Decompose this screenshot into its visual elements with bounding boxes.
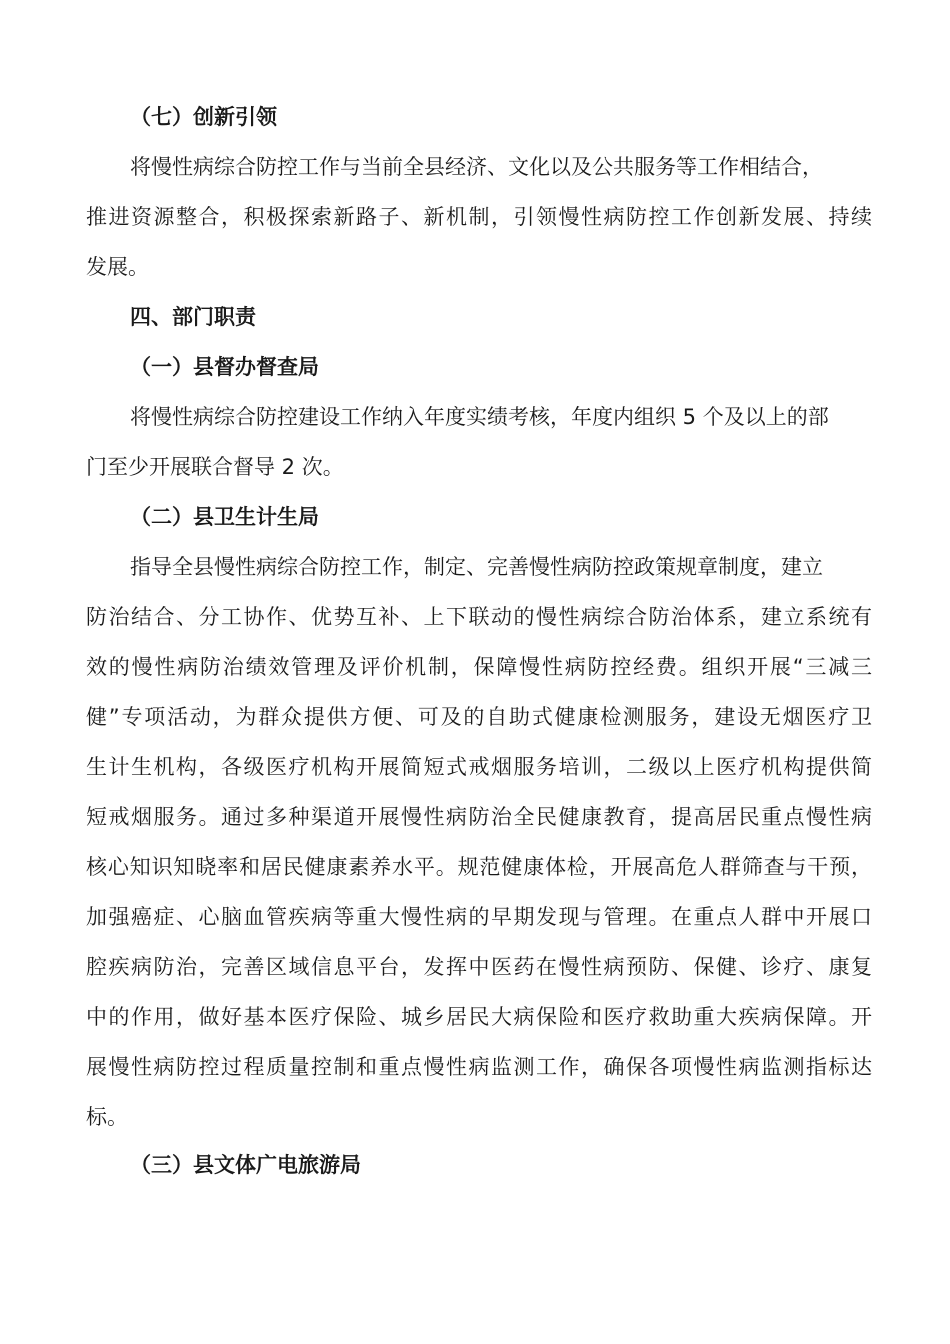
section-heading-department-duties: 四、部门职责 (130, 305, 256, 329)
paragraph-line: 中的作用，做好基本医疗保险、城乡居民大病保险和医疗救助重大疾病保障。开 (86, 1005, 872, 1029)
subsection-heading-health-bureau: （二）县卫生计生局 (130, 505, 319, 529)
paragraph-line: 健”专项活动，为群众提供方便、可及的自助式健康检测服务，建设无烟医疗卫 (86, 705, 872, 729)
subsection-heading-culture-tourism-bureau: （三）县文体广电旅游局 (130, 1153, 361, 1177)
paragraph-line: 标。 (86, 1105, 128, 1129)
paragraph-line: 展慢性病防控过程质量控制和重点慢性病监测工作，确保各项慢性病监测指标达 (86, 1055, 872, 1079)
paragraph-line: 生计生机构，各级医疗机构开展简短式戒烟服务培训，二级以上医疗机构提供简 (86, 755, 872, 779)
paragraph-line: 加强癌症、心脑血管疾病等重大慢性病的早期发现与管理。在重点人群中开展口 (86, 905, 872, 929)
paragraph-line: 发展。 (86, 255, 149, 279)
paragraph-line: 防治结合、分工协作、优势互补、上下联动的慢性病综合防治体系，建立系统有 (86, 605, 872, 629)
paragraph-line: 效的慢性病防治绩效管理及评价机制，保障慢性病防控经费。组织开展“三减三 (86, 655, 872, 679)
paragraph-line: 将慢性病综合防控工作与当前全县经济、文化以及公共服务等工作相结合， (130, 155, 823, 179)
paragraph-line: 短戒烟服务。通过多种渠道开展慢性病防治全民健康教育，提高居民重点慢性病 (86, 805, 872, 829)
paragraph-line: 将慢性病综合防控建设工作纳入年度实绩考核，年度内组织 5 个及以上的部 (130, 405, 829, 429)
paragraph-line: 推进资源整合，积极探索新路子、新机制，引领慢性病防控工作创新发展、持续 (86, 205, 872, 229)
subsection-heading-supervision-bureau: （一）县督办督查局 (130, 355, 319, 379)
paragraph-line: 腔疾病防治，完善区域信息平台，发挥中医药在慢性病预防、保健、诊疗、康复 (86, 955, 872, 979)
paragraph-line: 门至少开展联合督导 2 次。 (86, 455, 344, 479)
paragraph-line: 指导全县慢性病综合防控工作，制定、完善慢性病防控政策规章制度，建立 (130, 555, 823, 579)
paragraph-line: 核心知识知晓率和居民健康素养水平。规范健康体检，开展高危人群筛查与干预， (86, 855, 872, 879)
section-heading-innovation: （七）创新引领 (130, 105, 277, 129)
